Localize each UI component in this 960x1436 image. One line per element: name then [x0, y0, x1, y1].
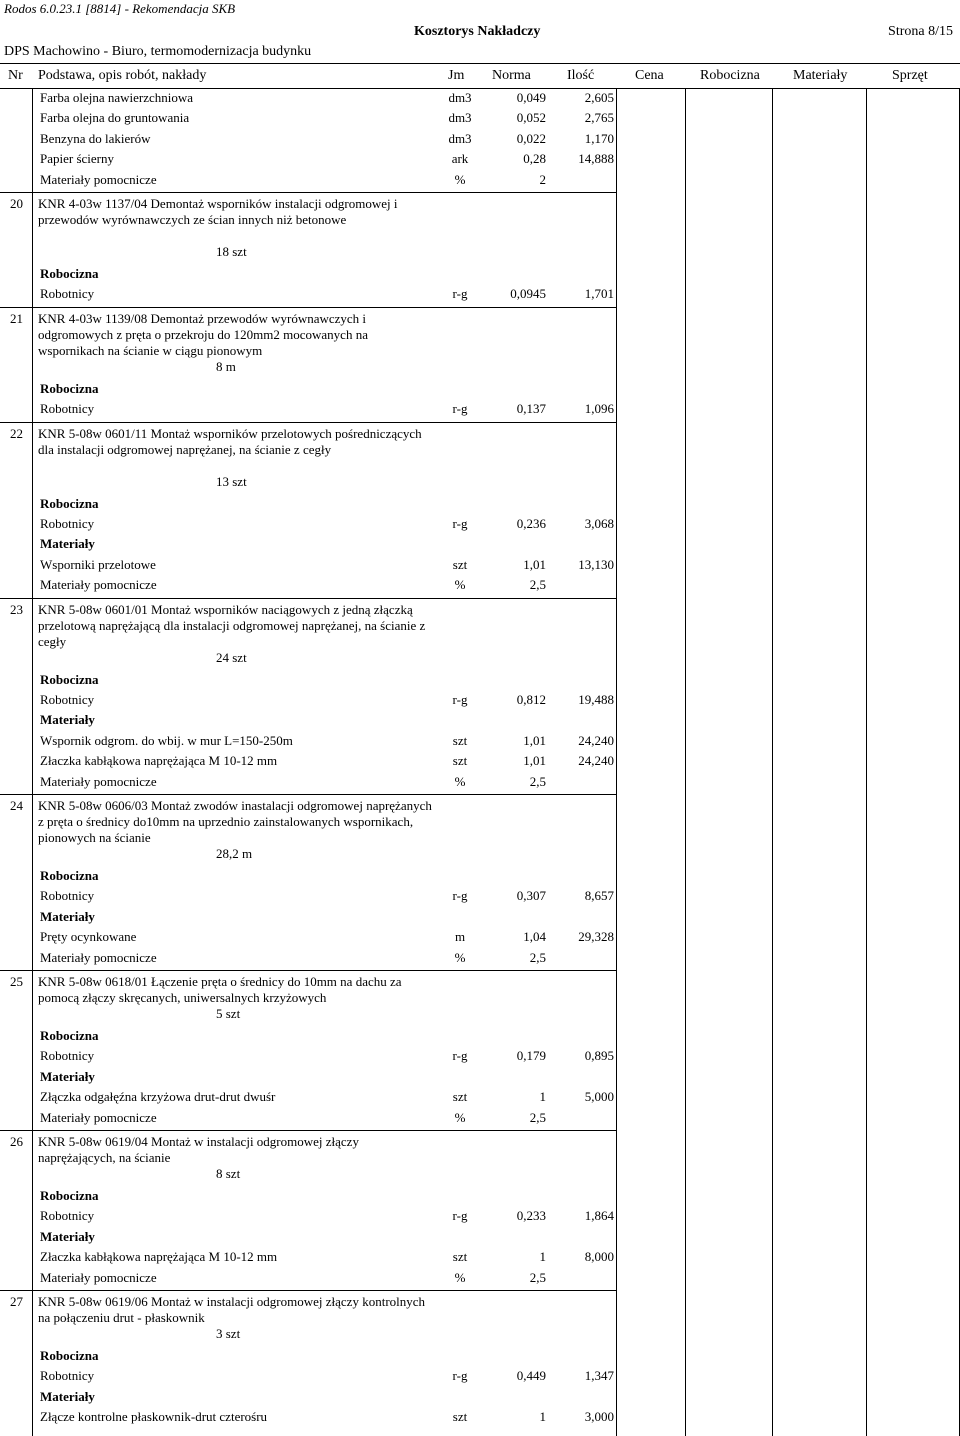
separator-line — [0, 422, 616, 423]
norm: 2,5 — [529, 773, 546, 789]
position-number: 23 — [10, 601, 23, 617]
position-description: KNR 5-08w 0618/01 Łączenie pręta o średnicy do 10mm na dachu za pomocą złączy skręcanych, uniwersalnych krzyżowych — [38, 974, 402, 1005]
resource-name: Robotnicy — [40, 1208, 95, 1224]
quantity: 8,657 — [584, 888, 614, 904]
unit: szt — [452, 556, 468, 572]
norm: 1,04 — [523, 929, 546, 945]
unit: % — [454, 1269, 466, 1285]
position-quantity: 13 szt — [216, 473, 247, 489]
table-row — [0, 1108, 960, 1128]
separator-line — [0, 192, 616, 193]
table-row — [0, 731, 960, 751]
quantity: 24,240 — [578, 732, 614, 748]
table-row — [0, 129, 960, 149]
unit: szt — [452, 1409, 468, 1425]
position-number: 22 — [10, 425, 23, 441]
table-row — [0, 264, 960, 284]
table-row — [0, 494, 960, 514]
norm: 1,01 — [523, 753, 546, 769]
resource-name: Materiały pomocnicze — [40, 949, 157, 965]
quantity: 3,000 — [584, 1409, 614, 1425]
resource-name: Materiały — [40, 908, 95, 924]
position-description: KNR 5-08w 0606/03 Montaż zwodów inastalacji odgromowej naprężanych z pręta o średnicy do10mm na uprzednio zainstalowanych wspornikach, pionowych na ścianie — [38, 798, 432, 845]
page-number: Strona 8/15 — [888, 24, 953, 39]
position-description: KNR 4-03w 1137/04 Demontaż wsporników instalacji odgromowej i przewodów wyrównawczych ze ścian innych niż betonowe — [38, 196, 398, 227]
col-robocizna: Robocizna — [700, 68, 760, 83]
quantity: 1,701 — [584, 286, 614, 302]
unit: % — [454, 949, 466, 965]
unit: r-g — [452, 888, 468, 904]
quantity: 2,765 — [584, 110, 614, 126]
position-quantity: 3 szt — [216, 1326, 241, 1341]
norm: 0,179 — [516, 1048, 546, 1064]
table-row — [0, 772, 960, 792]
document-title: Kosztorys Nakładczy — [414, 24, 541, 39]
resource-name: Robocizna — [40, 671, 99, 687]
table-row — [0, 1186, 960, 1206]
quantity: 0,895 — [584, 1048, 614, 1064]
table-row — [0, 1026, 960, 1046]
position-description: KNR 5-08w 0619/06 Montaż w instalacji odgromowej złączy kontrolnych na połączeniu drut - płaskownik — [38, 1294, 426, 1325]
position-quantity: 28,2 m — [216, 846, 253, 861]
resource-name: Materiały pomocnicze — [40, 1269, 157, 1285]
resource-name: Materiały — [40, 712, 95, 728]
table-row — [0, 1046, 960, 1066]
resource-name: Pręty ocynkowane — [40, 929, 137, 945]
table-row — [0, 379, 960, 399]
norm: 1 — [539, 1409, 546, 1425]
quantity: 24,240 — [578, 753, 614, 769]
norm: 2,5 — [529, 1269, 546, 1285]
unit: szt — [452, 732, 468, 748]
separator-line — [0, 970, 616, 971]
col-sprzet: Sprzęt — [892, 68, 928, 83]
separator-line — [0, 598, 616, 599]
unit: szt — [452, 1249, 468, 1265]
resource-name: Benzyna do lakierów — [40, 130, 151, 146]
unit: r-g — [452, 1368, 468, 1384]
norm: 0,052 — [516, 110, 546, 126]
table-row — [0, 88, 960, 108]
resource-name: Robocizna — [40, 1028, 99, 1043]
col-jm: Jm — [448, 68, 465, 83]
separator-line — [0, 1290, 616, 1291]
quantity: 1,096 — [584, 401, 614, 417]
table-row — [0, 927, 960, 947]
unit: r-g — [452, 516, 468, 531]
resource-name: Papier ścierny — [40, 151, 115, 167]
norm: 1,01 — [523, 732, 546, 748]
norm: 1 — [539, 1249, 546, 1265]
table-row — [0, 751, 960, 771]
resource-name: Robotnicy — [40, 1048, 95, 1064]
resource-name: Robocizna — [40, 1348, 99, 1363]
table-row — [0, 907, 960, 927]
norm: 0,28 — [523, 151, 546, 167]
separator-line — [0, 307, 616, 308]
resource-name: Wspornik odgrom. do wbij. w mur L=150-250m — [40, 732, 293, 748]
table-row — [0, 149, 960, 169]
norm: 0,233 — [516, 1208, 546, 1224]
table-row — [0, 1067, 960, 1087]
norm: 2 — [539, 171, 546, 187]
resource-name: Robotnicy — [40, 692, 95, 707]
norm: 0,049 — [516, 90, 546, 105]
table-row — [0, 1387, 960, 1407]
resource-name: Robotnicy — [40, 1368, 95, 1384]
table-row — [0, 555, 960, 575]
table-row — [0, 399, 960, 419]
quantity: 13,130 — [578, 556, 614, 572]
norm: 2,5 — [529, 1109, 546, 1125]
resource-name: Materiały pomocnicze — [40, 171, 157, 187]
table-row — [0, 514, 960, 534]
resource-name: Materiały pomocnicze — [40, 577, 157, 593]
unit: dm3 — [448, 90, 472, 105]
col-basis: Podstawa, opis robót, nakłady — [38, 68, 207, 83]
quantity: 2,605 — [584, 90, 614, 105]
table-row — [0, 1407, 960, 1427]
resource-name: Farba olejna do gruntowania — [40, 110, 190, 126]
unit: % — [454, 1109, 466, 1125]
norm: 0,022 — [516, 130, 546, 146]
unit: m — [454, 929, 466, 945]
table-row — [0, 108, 960, 128]
position-quantity: 8 m — [216, 358, 236, 374]
table-row — [0, 284, 960, 304]
quantity: 8,000 — [584, 1249, 614, 1265]
position-quantity: 8 szt — [216, 1166, 241, 1181]
resource-name: Robocizna — [40, 266, 99, 281]
unit: dm3 — [448, 130, 472, 146]
table-row — [0, 710, 960, 730]
position-number: 26 — [10, 1134, 23, 1149]
unit: % — [454, 577, 466, 593]
table-row — [0, 1366, 960, 1386]
resource-name: Robocizna — [40, 868, 99, 883]
table-row — [0, 886, 960, 906]
column-headers — [0, 63, 960, 89]
quantity: 5,000 — [584, 1089, 614, 1105]
quantity: 3,068 — [584, 516, 614, 531]
resource-name: Wsporniki przelotowe — [40, 556, 156, 572]
resource-name: Robotnicy — [40, 286, 95, 302]
norm: 0,449 — [516, 1368, 546, 1384]
company-name: DPS Machowino - Biuro, termomodernizacja budynku — [4, 44, 312, 59]
norm: 0,236 — [516, 516, 546, 531]
table-row — [0, 1247, 960, 1267]
position-description: KNR 4-03w 1139/08 Demontaż przewodów wyrównawczych i odgromowych z pręta o przekroju do 120mm2 mocowanych na wspornikach na ścianie w ciągu pionowym — [38, 310, 368, 358]
resource-name: Robotnicy — [40, 888, 95, 904]
separator-line — [0, 1130, 616, 1131]
position-quantity: 5 szt — [216, 1006, 241, 1021]
position-number: 20 — [10, 196, 23, 211]
resource-name: Robocizna — [40, 380, 99, 396]
unit: r-g — [452, 692, 468, 707]
app-title: Rodos 6.0.23.1 [8814] - Rekomendacja SKB — [4, 1, 236, 16]
table-row — [0, 1227, 960, 1247]
resource-name: Złaczka kabłąkowa naprężająca M 10-12 mm — [40, 753, 278, 769]
resource-name: Farba olejna nawierzchniowa — [40, 90, 194, 105]
unit: szt — [452, 1089, 468, 1105]
resource-name: Robotnicy — [40, 516, 95, 531]
resource-name: Materiały — [40, 536, 95, 552]
norm: 1 — [539, 1089, 546, 1105]
unit: dm3 — [448, 110, 472, 126]
norm: 2,5 — [529, 577, 546, 593]
position-description: KNR 5-08w 0601/11 Montaż wsporników przelotowych pośredniczących dla instalacji odgromowej naprężanej, na ścianie z cegły — [38, 425, 422, 457]
unit: r-g — [452, 286, 468, 302]
table-row — [0, 1346, 960, 1366]
col-norma: Norma — [492, 68, 531, 83]
position-number: 25 — [10, 974, 23, 989]
col-nr: Nr — [8, 68, 23, 83]
table-row — [0, 1087, 960, 1107]
resource-name: Robocizna — [40, 495, 99, 511]
position-quantity: 24 szt — [216, 649, 247, 665]
quantity: 29,328 — [578, 929, 614, 945]
quantity: 1,170 — [584, 130, 614, 146]
quantity: 19,488 — [578, 692, 614, 707]
position-description: KNR 5-08w 0619/04 Montaż w instalacji odgromowej złączy naprężających, na ścianie — [38, 1134, 359, 1165]
norm: 0,137 — [516, 401, 546, 417]
resource-name: Materiały pomocnicze — [40, 1109, 157, 1125]
table-row — [0, 866, 960, 886]
unit: r-g — [452, 1208, 468, 1224]
resource-name: Materiały — [40, 1068, 95, 1084]
resource-name: Robocizna — [40, 1188, 99, 1203]
position-number: 24 — [10, 798, 23, 813]
resource-name: Złączka odgałęźna krzyżowa drut-drut dwuśr — [40, 1089, 276, 1105]
unit: szt — [452, 753, 468, 769]
quantity: 14,888 — [578, 151, 614, 167]
resource-name: Złaczka kabłąkowa naprężająca M 10-12 mm — [40, 1249, 278, 1265]
col-materialy: Materiały — [793, 68, 848, 83]
unit: r-g — [452, 401, 468, 417]
table-row — [0, 690, 960, 710]
unit: ark — [451, 151, 469, 167]
table-row — [0, 1206, 960, 1226]
table-row — [0, 534, 960, 554]
resource-name: Materiały — [40, 1388, 95, 1404]
table-row — [0, 670, 960, 690]
col-ilosc: Ilość — [567, 68, 595, 83]
norm: 0,0945 — [510, 286, 546, 302]
norm: 0,307 — [516, 888, 546, 904]
table-row — [0, 170, 960, 190]
quantity: 1,347 — [584, 1368, 614, 1384]
position-number: 21 — [10, 310, 23, 326]
table-row — [0, 575, 960, 595]
norm: 1,01 — [523, 556, 546, 572]
resource-name: Robotnicy — [40, 401, 95, 417]
norm: 2,5 — [529, 949, 546, 965]
table-row — [0, 1268, 960, 1288]
resource-name: Złącze kontrolne płaskownik-drut czterośru — [40, 1409, 268, 1425]
separator-line — [0, 794, 616, 795]
unit: r-g — [452, 1048, 468, 1064]
col-cena: Cena — [635, 68, 664, 83]
position-quantity: 18 szt — [216, 244, 247, 259]
unit: % — [454, 773, 466, 789]
resource-name: Materiały pomocnicze — [40, 773, 157, 789]
unit: % — [454, 171, 466, 187]
quantity: 1,864 — [584, 1208, 614, 1224]
norm: 0,812 — [516, 692, 546, 707]
position-description: KNR 5-08w 0601/01 Montaż wsporników naciągowych z jedną złączką przelotową naprężającą dla instalacji odgromowej naprężanej, na ścianie z cegły — [38, 601, 426, 649]
position-number: 27 — [10, 1294, 23, 1309]
resource-name: Materiały — [40, 1228, 95, 1244]
table-row — [0, 948, 960, 968]
